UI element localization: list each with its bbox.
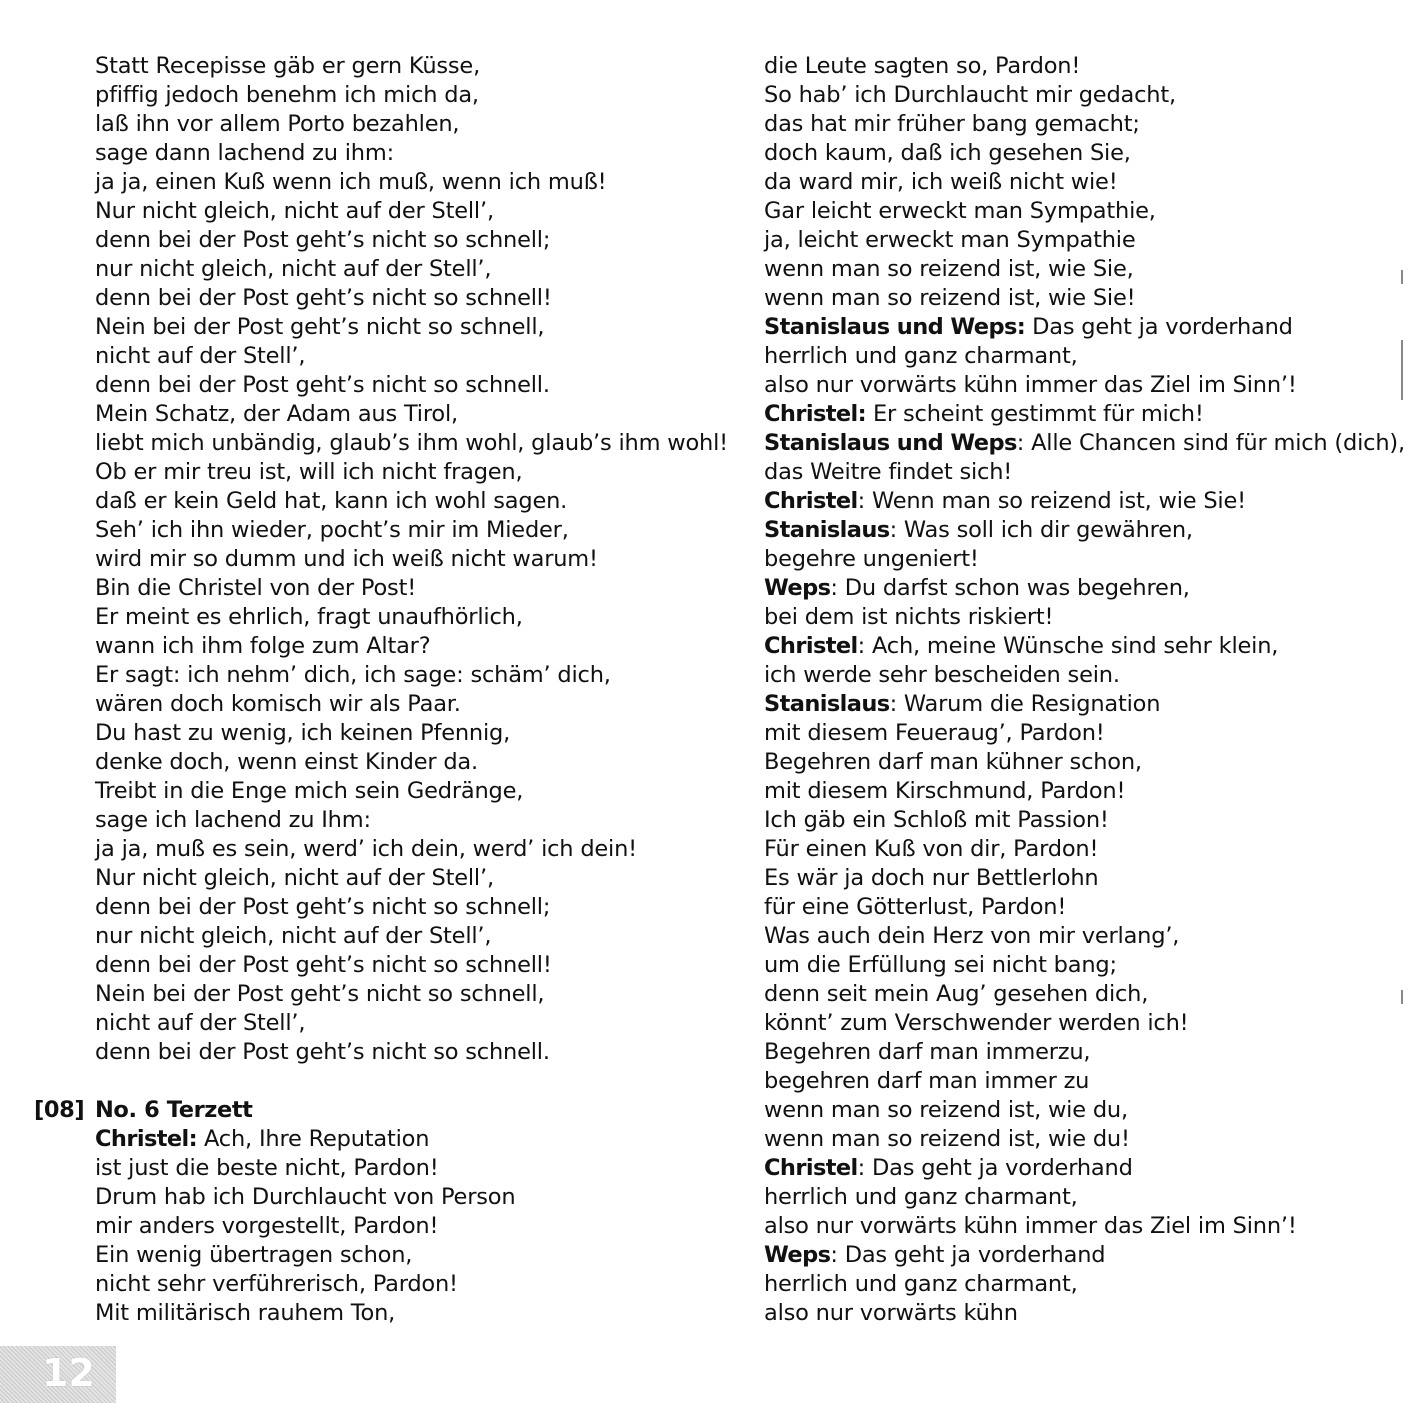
lyric-text: also nur vorwärts kühn — [764, 1300, 1018, 1326]
lyric-line: sage ich lachend zu Ihm: — [95, 807, 371, 833]
lyric-line: nicht auf der Stell’, — [95, 343, 306, 369]
lyric-text: Ein wenig übertragen schon, — [95, 1242, 413, 1268]
lyric-text: wenn man so reizend ist, wie Sie, — [764, 256, 1134, 282]
lyric-line: denn bei der Post geht’s nicht so schnell. — [95, 1039, 550, 1065]
lyric-line — [764, 922, 1404, 951]
lyric-line: Nur nicht gleich, nicht auf der Stell’, — [95, 865, 494, 891]
lyric-line — [764, 603, 1404, 632]
scan-artifact — [1401, 270, 1403, 284]
lyric-line: Nur nicht gleich, nicht auf der Stell’, — [95, 198, 494, 224]
lyric-line: denn bei der Post geht’s nicht so schnell; — [95, 894, 551, 920]
lyric-line: ja ja, einen Kuß wenn ich muß, wenn ich muß! — [95, 169, 607, 195]
lyric-text: wenn man so reizend ist, wie Sie! — [764, 285, 1136, 311]
lyric-line: nur nicht gleich, nicht auf der Stell’, — [95, 923, 492, 949]
lyric-text: ist just die beste nicht, Pardon! — [95, 1155, 439, 1181]
speaker-name: Weps — [764, 1242, 831, 1268]
lyric-line: ja ja, muß es sein, werd’ ich dein, werd’ ich dein! — [95, 836, 637, 862]
lyric-line — [764, 1270, 1404, 1299]
lyric-text: da ward mir, ich weiß nicht wie! — [764, 169, 1118, 195]
lyric-line — [764, 777, 1404, 806]
lyric-text: die Leute sagten so, Pardon! — [764, 53, 1081, 79]
lyric-line — [764, 81, 1404, 110]
lyric-line — [764, 168, 1404, 197]
lyric-text: könnt’ zum Verschwender werden ich! — [764, 1010, 1189, 1036]
speaker-name: Stanislaus — [764, 691, 890, 717]
lyric-line: denn bei der Post geht’s nicht so schnell. — [95, 372, 550, 398]
lyric-text: also nur vorwärts kühn immer das Ziel im Sinn’! — [764, 372, 1297, 398]
lyric-text: das hat mir früher bang gemacht; — [764, 111, 1140, 137]
lyric-text: bei dem ist nichts riskiert! — [764, 604, 1054, 630]
lyric-line: Treibt in die Enge mich sein Gedränge, — [95, 778, 524, 804]
right-lyrics-block — [764, 52, 1404, 1328]
lyric-line — [764, 951, 1404, 980]
lyric-text: : Du darfst schon was begehren, — [830, 575, 1190, 601]
lyric-line — [764, 487, 1404, 516]
lyric-text: mit diesem Feueraug’, Pardon! — [764, 720, 1105, 746]
lyric-line — [764, 690, 1404, 719]
lyric-text: : Warum die Resignation — [889, 691, 1161, 717]
lyric-text: herrlich und ganz charmant, — [764, 1184, 1078, 1210]
lyric-line — [764, 1125, 1404, 1154]
lyric-text: wenn man so reizend ist, wie du, — [764, 1097, 1128, 1123]
lyric-line — [764, 371, 1404, 400]
lyric-text: für eine Götterlust, Pardon! — [764, 894, 1067, 920]
lyric-line — [95, 1212, 685, 1241]
lyrics-right-column — [764, 52, 1404, 1328]
lyric-text: Mit militärisch rauhem Ton, — [95, 1300, 396, 1326]
speaker-name: Christel: — [764, 401, 867, 427]
lyric-line — [764, 110, 1404, 139]
lyric-text: Er scheint gestimmt für mich! — [866, 401, 1204, 427]
lyric-line — [764, 1241, 1404, 1270]
lyric-line — [764, 52, 1404, 81]
lyric-line — [764, 1212, 1404, 1241]
lyric-line — [764, 980, 1404, 1009]
section-gap — [95, 1067, 685, 1096]
lyric-text: denn seit mein Aug’ gesehen dich, — [764, 981, 1149, 1007]
lyric-line: denn bei der Post geht’s nicht so schnell! — [95, 952, 552, 978]
lyric-text: : Das geht ja vorderhand — [830, 1242, 1106, 1268]
lyric-line: denke doch, wenn einst Kinder da. — [95, 749, 478, 775]
lyric-line — [764, 342, 1404, 371]
lyric-text: : Ach, meine Wünsche sind sehr klein, — [857, 633, 1279, 659]
lyric-line — [764, 1038, 1404, 1067]
lyric-line: pfiffig jedoch benehm ich mich da, — [95, 82, 479, 108]
lyric-line — [764, 1299, 1404, 1328]
lyric-line — [764, 429, 1404, 458]
lyric-line: Statt Recepisse gäb er gern Küsse, — [95, 53, 481, 79]
lyric-line: Er sagt: ich nehm’ dich, ich sage: schäm’ dich, — [95, 662, 611, 688]
lyric-line: Ob er mir treu ist, will ich nicht fragen, — [95, 459, 523, 485]
lyric-line — [764, 313, 1404, 342]
lyrics-left-column — [34, 52, 728, 1328]
lyric-line — [764, 574, 1404, 603]
lyric-text: begehren darf man immer zu — [764, 1068, 1090, 1094]
lyric-line — [764, 1183, 1404, 1212]
lyric-line — [764, 1009, 1404, 1038]
lyric-line — [764, 719, 1404, 748]
lyric-line — [95, 1299, 685, 1328]
lyric-line — [764, 661, 1404, 690]
lyric-line — [95, 1154, 685, 1183]
lyric-text: Gar leicht erweckt man Sympathie, — [764, 198, 1156, 224]
lyric-line — [764, 864, 1404, 893]
lyric-text: mir anders vorgestellt, Pardon! — [95, 1213, 439, 1239]
lyric-line: wann ich ihm folge zum Altar? — [95, 633, 431, 659]
heading-title: No. 6 Terzett — [95, 1097, 253, 1123]
lyric-text: Es wär ja doch nur Bettlerlohn — [764, 865, 1099, 891]
lyric-line: laß ihn vor allem Porto bezahlen, — [95, 111, 460, 137]
lyric-text: ich werde sehr bescheiden sein. — [764, 662, 1120, 688]
lyric-text: wenn man so reizend ist, wie du! — [764, 1126, 1130, 1152]
lyric-text: : Wenn man so reizend ist, wie Sie! — [857, 488, 1246, 514]
lyric-text: also nur vorwärts kühn immer das Ziel im Sinn’! — [764, 1213, 1297, 1239]
lyric-text: herrlich und ganz charmant, — [764, 1271, 1078, 1297]
lyric-line: wären doch komisch wir als Paar. — [95, 691, 461, 717]
lyric-text: ja, leicht erweckt man Sympathie — [764, 227, 1136, 253]
lyric-text: Was auch dein Herz von mir verlang’, — [764, 923, 1180, 949]
lyric-line — [764, 255, 1404, 284]
lyric-line: Seh’ ich ihn wieder, pocht’s mir im Mieder, — [95, 517, 569, 543]
lyric-line: liebt mich unbändig, glaub’s ihm wohl, glaub’s ihm wohl! — [95, 430, 728, 456]
lyric-line: wird mir so dumm und ich weiß nicht warum! — [95, 546, 598, 572]
lyric-text: herrlich und ganz charmant, — [764, 343, 1078, 369]
lyric-line: Er meint es ehrlich, fragt unaufhörlich, — [95, 604, 523, 630]
lyric-text: begehre ungeniert! — [764, 546, 979, 572]
lyric-text: doch kaum, daß ich gesehen Sie, — [764, 140, 1131, 166]
lyric-line — [764, 632, 1404, 661]
lyric-text: Ich gäb ein Schloß mit Passion! — [764, 807, 1109, 833]
lyric-line — [764, 893, 1404, 922]
lyric-text: Ach, Ihre Reputation — [197, 1126, 430, 1152]
lyric-line — [764, 1096, 1404, 1125]
lyric-line: denn bei der Post geht’s nicht so schnell! — [95, 285, 552, 311]
lyric-text: Das geht ja vorderhand — [1025, 314, 1293, 340]
lyric-line — [95, 1270, 685, 1299]
lyric-line: Mein Schatz, der Adam aus Tirol, — [95, 401, 458, 427]
lyric-text: Drum hab ich Durchlaucht von Person — [95, 1184, 516, 1210]
lyric-line: denn bei der Post geht’s nicht so schnell; — [95, 227, 551, 253]
lyric-text: nicht sehr verführerisch, Pardon! — [95, 1271, 458, 1297]
speaker-name: Christel — [764, 488, 858, 514]
lyric-line — [764, 400, 1404, 429]
lyric-line — [764, 545, 1404, 574]
speaker-name: Christel: — [95, 1126, 198, 1152]
lyric-line: sage dann lachend zu ihm: — [95, 140, 394, 166]
lyric-text: Begehren darf man kühner schon, — [764, 749, 1142, 775]
terzett-lyrics-block — [95, 1125, 685, 1328]
lyric-text: : Alle Chancen sind für mich (dich), — [1016, 430, 1405, 456]
lyric-line — [764, 284, 1404, 313]
lyric-line — [764, 806, 1404, 835]
lyric-text: So hab’ ich Durchlaucht mir gedacht, — [764, 82, 1176, 108]
lyric-line: Nein bei der Post geht’s nicht so schnell, — [95, 314, 545, 340]
lyric-text: Begehren darf man immerzu, — [764, 1039, 1091, 1065]
lyric-line — [95, 1183, 685, 1212]
scan-artifact — [1401, 340, 1403, 400]
speaker-name: Stanislaus und Weps — [764, 430, 1017, 456]
lyric-line — [764, 226, 1404, 255]
speaker-name: Christel — [764, 633, 858, 659]
lyric-line — [764, 748, 1404, 777]
lyric-line: nur nicht gleich, nicht auf der Stell’, — [95, 256, 492, 282]
track-number: [08] — [34, 1097, 85, 1123]
lyric-line — [764, 516, 1404, 545]
lyric-text: Für einen Kuß von dir, Pardon! — [764, 836, 1099, 862]
lyric-text: um die Erfüllung sei nicht bang; — [764, 952, 1117, 978]
page-number: 12 — [42, 1351, 95, 1395]
lyric-line — [764, 1067, 1404, 1096]
lyric-line — [764, 1154, 1404, 1183]
lyric-line — [764, 835, 1404, 864]
lyric-line: Nein bei der Post geht’s nicht so schnell, — [95, 981, 545, 1007]
lyric-line: Du hast zu wenig, ich keinen Pfennig, — [95, 720, 511, 746]
lyric-text: : Was soll ich dir gewähren, — [889, 517, 1193, 543]
speaker-name: Stanislaus und Weps: — [764, 314, 1026, 340]
lyric-line: nicht auf der Stell’, — [95, 1010, 306, 1036]
speaker-name: Weps — [764, 575, 831, 601]
lyric-line — [95, 1125, 685, 1154]
lyric-text: das Weitre findet sich! — [764, 459, 1013, 485]
lyric-line — [764, 458, 1404, 487]
left-lyrics-block — [95, 52, 728, 1067]
speaker-name: Christel — [764, 1155, 858, 1181]
lyric-line — [764, 197, 1404, 226]
scan-artifact — [1401, 990, 1403, 1004]
lyric-line: Bin die Christel von der Post! — [95, 575, 417, 601]
lyric-line — [95, 1241, 685, 1270]
section-heading — [34, 1096, 685, 1125]
lyric-text: : Das geht ja vorderhand — [857, 1155, 1133, 1181]
speaker-name: Stanislaus — [764, 517, 890, 543]
lyric-line — [764, 139, 1404, 168]
lyric-text: mit diesem Kirschmund, Pardon! — [764, 778, 1126, 804]
lyric-line: daß er kein Geld hat, kann ich wohl sagen. — [95, 488, 568, 514]
